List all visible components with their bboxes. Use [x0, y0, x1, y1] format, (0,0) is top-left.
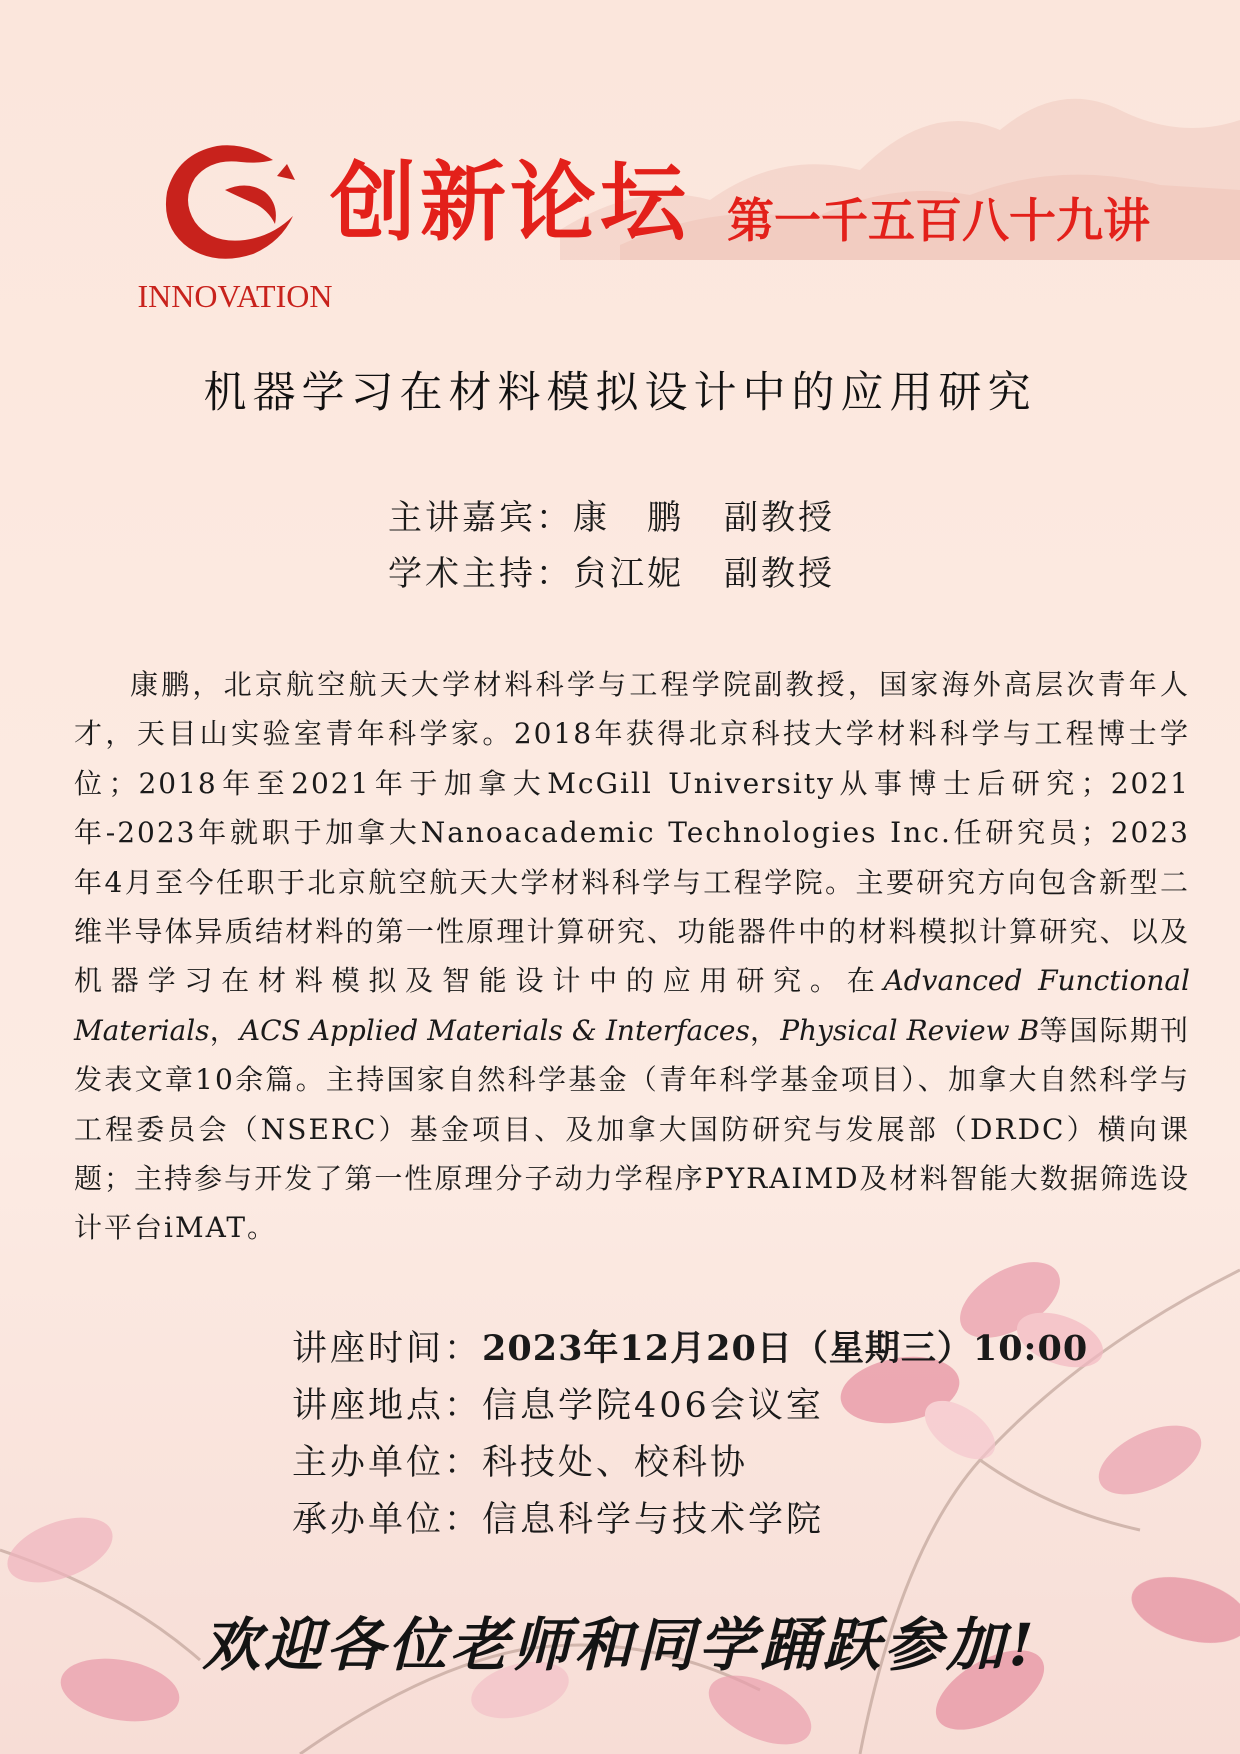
place-label: 讲座地点： — [292, 1386, 483, 1426]
speaker-row — [388, 490, 835, 546]
organizer-row — [292, 1435, 1088, 1492]
host-title: 副教授 — [724, 554, 835, 594]
time-row — [292, 1320, 1088, 1378]
bio-text-part-1: 康鹏，北京航空航天大学材料科学与工程学院副教授，国家海外高层次青年人才，天目山实验室青年科学家。2018年获得北京科技大学材料科学与工程博士学位；2018年至2021年于加拿大McGill University从事博士后研究；2021年-2023年就职于加拿大Nanoacademic Technologies Inc.任研究员；2023年4月至今任职于北京航空航天大学材料科学与工程学院。主要研究方向包含新型二维半导体异质结材料的第一性原理计算研究、功能器件中的材料模拟计算研究、以及机器学习在材料模拟及智能设计中的应用研究。在 — [74, 668, 1190, 998]
journal-physical-review-b: Physical Review B — [780, 1013, 1040, 1047]
undertaker-label: 承办单位： — [292, 1500, 483, 1540]
lecture-number: 第一千五百八十九讲 — [727, 194, 1150, 249]
bio-separator-1: ， — [209, 1013, 240, 1047]
place-value: 信息学院406会议室 — [482, 1386, 824, 1426]
place-row — [292, 1378, 1088, 1435]
organizer-value: 科技处、校科协 — [482, 1443, 749, 1483]
host-row — [388, 546, 835, 602]
welcome-slogan: 欢迎各位老师和同学踊跃参加! — [202, 1611, 1038, 1679]
people-block — [388, 490, 835, 602]
undertaker-value: 信息科学与技术学院 — [482, 1500, 825, 1540]
forum-title: 创新论坛 — [330, 153, 690, 253]
speaker-label: 主讲嘉宾： — [388, 498, 573, 538]
logo-wordmark: INNOVATION — [137, 278, 333, 314]
speaker-title: 副教授 — [724, 498, 835, 538]
speaker-name: 康 鹏 — [573, 498, 684, 538]
undertaker-row — [292, 1492, 1088, 1549]
bio-text-part-2: 等国际期刊发表文章10余篇。主持国家自然科学基金（青年科学基金项目）、加拿大自然科学与工程委员会（NSERC）基金项目、及加拿大国防研究与发展部（DRDC）横向课题；主持参与开发了第一性原理分子动力学程序PYRAIMD及材料智能大数据筛选设计平台iMAT。 — [74, 1013, 1190, 1245]
speaker-biography — [74, 660, 1190, 1253]
time-value: 2023年12月20日（星期三）10:00 — [482, 1328, 1089, 1369]
organizer-label: 主办单位： — [292, 1443, 483, 1483]
lecture-details — [292, 1320, 1088, 1549]
talk-title: 机器学习在材料模拟设计中的应用研究 — [203, 368, 1037, 418]
innovation-logo — [120, 140, 350, 320]
host-name: 贠江妮 — [573, 554, 684, 594]
swirl-logo-icon — [155, 140, 305, 265]
time-label: 讲座时间： — [292, 1329, 483, 1369]
bio-separator-2: ， — [749, 1013, 781, 1047]
host-label: 学术主持： — [388, 554, 573, 594]
journal-advanced-functional-materials: Advanced Functional Materials — [74, 964, 1190, 1047]
journal-acs-ami: ACS Applied Materials & Interfaces — [239, 1013, 750, 1047]
